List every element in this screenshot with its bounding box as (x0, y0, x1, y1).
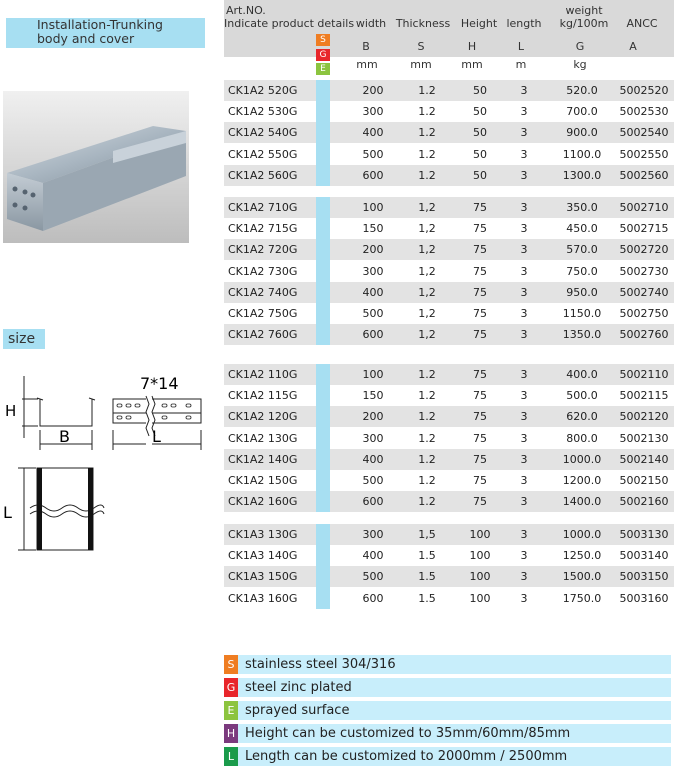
dim-l-label: L (152, 427, 161, 446)
product-photo (3, 91, 189, 243)
height-cell: 50 (473, 168, 487, 182)
header-width: width (355, 17, 387, 30)
thickness-cell: 1,2 (418, 307, 436, 320)
art-no-cell: CK1A2 540G (228, 126, 298, 140)
art-no-cell: CK1A2 520G (228, 84, 298, 97)
art-no-cell: CK1A3 150G (228, 570, 298, 584)
header-ancc: ANCC (626, 17, 658, 30)
header-sym-h: H (467, 40, 477, 53)
ancc-cell: 5002720 (619, 243, 669, 257)
title-line-1: Installation-Trunking (37, 17, 163, 32)
table-row (224, 545, 674, 566)
legend-text: Length can be customized to 2000mm / 2500mm (245, 749, 568, 764)
length-cell: 3 (520, 285, 528, 299)
art-no-cell: CK1A2 710G (228, 201, 298, 214)
width-cell: 200 (362, 84, 384, 97)
height-cell: 75 (473, 431, 487, 445)
dim-b-label: B (59, 427, 70, 446)
thickness-cell: 1.2 (418, 126, 436, 140)
height-cell: 50 (473, 147, 487, 161)
width-cell: 300 (362, 105, 384, 119)
width-cell: 500 (362, 474, 384, 487)
width-cell: 400 (362, 126, 384, 140)
table-row (224, 406, 674, 427)
art-no-cell: CK1A2 150G (228, 474, 298, 487)
size-label: size (3, 329, 45, 349)
art-no-cell: CK1A2 110G (228, 368, 298, 381)
length-cell: 3 (520, 474, 528, 487)
height-cell: 50 (473, 126, 487, 140)
height-cell: 75 (473, 201, 487, 214)
header-height: Height (460, 17, 498, 30)
ancc-cell: 5002750 (619, 307, 669, 320)
thickness-cell: 1.2 (418, 452, 436, 466)
ancc-cell: 5002150 (619, 474, 669, 487)
header-weight-1: weight (565, 4, 603, 17)
weight-cell: 1250.0 (562, 549, 602, 563)
ancc-cell: 5002160 (619, 495, 669, 509)
dim-l-plan-label: L (3, 503, 12, 522)
section-title (6, 18, 205, 48)
length-cell: 3 (520, 105, 528, 119)
table-row (224, 303, 674, 324)
weight-cell: 700.0 (566, 105, 598, 119)
length-cell: 3 (520, 84, 528, 97)
table-row (224, 218, 674, 239)
weight-cell: 1750.0 (562, 591, 602, 605)
length-cell: 3 (520, 147, 528, 161)
weight-cell: 1150.0 (562, 307, 602, 320)
table-row (224, 239, 674, 260)
table-row (224, 261, 674, 282)
ancc-cell: 5002740 (619, 285, 669, 299)
ancc-cell: 5002760 (619, 328, 669, 342)
unit-l: m (515, 58, 527, 71)
table-row (224, 165, 674, 186)
width-cell: 300 (362, 431, 384, 445)
thickness-cell: 1,5 (418, 528, 436, 541)
legend-item (224, 724, 671, 743)
thickness-cell: 1,2 (418, 264, 436, 278)
thickness-cell: 1,2 (418, 222, 436, 236)
width-cell: 400 (362, 285, 384, 299)
height-cell: 75 (473, 368, 487, 381)
legend-badge: S (224, 655, 238, 674)
table-row (224, 122, 674, 143)
length-cell: 3 (520, 222, 528, 236)
thickness-cell: 1.2 (418, 84, 436, 97)
length-cell: 3 (520, 528, 528, 541)
legend-item (224, 701, 671, 720)
weight-cell: 500.0 (566, 389, 598, 403)
width-cell: 600 (362, 168, 384, 182)
thickness-cell: 1.5 (418, 591, 436, 605)
header-sym-g: G (575, 40, 585, 53)
legend-item (224, 655, 671, 674)
length-cell: 3 (520, 389, 528, 403)
art-no-cell: CK1A3 160G (228, 591, 298, 605)
legend-badge: G (224, 678, 238, 697)
art-no-cell: CK1A2 730G (228, 264, 298, 278)
art-no-cell: CK1A2 750G (228, 307, 298, 320)
art-no-cell: CK1A3 130G (228, 528, 298, 541)
thickness-cell: 1,2 (418, 243, 436, 257)
length-cell: 3 (520, 328, 528, 342)
height-cell: 75 (473, 328, 487, 342)
art-no-cell: CK1A2 120G (228, 410, 298, 424)
thickness-cell: 1,2 (418, 328, 436, 342)
height-cell: 75 (473, 495, 487, 509)
art-no-cell: CK1A2 720G (228, 243, 298, 257)
header-thickness: Thickness (395, 17, 451, 30)
table-row (224, 197, 674, 218)
ancc-cell: 5002530 (619, 105, 669, 119)
weight-cell: 1100.0 (562, 147, 602, 161)
weight-cell: 570.0 (566, 243, 598, 257)
table-row (224, 364, 674, 385)
thickness-cell: 1.2 (418, 474, 436, 487)
legend-badge: L (224, 747, 238, 766)
legend-text: sprayed surface (245, 703, 350, 718)
length-cell: 3 (520, 495, 528, 509)
dim-holes-label: 7*14 (140, 374, 179, 393)
width-cell: 500 (362, 307, 384, 320)
table-row (224, 80, 674, 101)
ancc-cell: 5003160 (619, 591, 669, 605)
thickness-cell: 1.2 (418, 368, 436, 381)
width-cell: 300 (362, 264, 384, 278)
ancc-cell: 5002710 (619, 201, 669, 214)
thickness-cell: 1.5 (418, 570, 436, 584)
height-cell: 75 (473, 410, 487, 424)
length-cell: 3 (520, 570, 528, 584)
art-no-cell: CK1A2 760G (228, 328, 298, 342)
length-cell: 3 (520, 243, 528, 257)
height-cell: 75 (473, 264, 487, 278)
length-cell: 3 (520, 201, 528, 214)
art-no-cell: CK1A3 140G (228, 549, 298, 563)
width-cell: 200 (362, 410, 384, 424)
table-row (224, 566, 674, 587)
ancc-cell: 5002110 (619, 368, 669, 381)
width-cell: 400 (362, 452, 384, 466)
weight-cell: 950.0 (566, 285, 598, 299)
thickness-cell: 1.2 (418, 168, 436, 182)
header-sym-s: S (417, 40, 425, 53)
length-cell: 3 (520, 410, 528, 424)
art-no-cell: CK1A2 560G (228, 168, 298, 182)
height-cell: 75 (473, 222, 487, 236)
legend-item (224, 747, 671, 766)
art-no-cell: CK1A2 715G (228, 222, 298, 236)
width-cell: 300 (362, 528, 384, 541)
table-row (224, 491, 674, 512)
header-length: length (506, 17, 542, 30)
table-row (224, 588, 674, 609)
material-column-bar (316, 364, 330, 512)
thickness-cell: 1.2 (418, 495, 436, 509)
header-weight-2: kg/100m (559, 17, 609, 30)
table-row (224, 470, 674, 491)
material-column-bar (316, 197, 330, 345)
table-row (224, 449, 674, 470)
weight-cell: 400.0 (566, 368, 598, 381)
header-sym-a: A (629, 40, 637, 53)
height-cell: 100 (469, 528, 491, 541)
material-column-bar (316, 524, 330, 609)
weight-cell: 620.0 (566, 410, 598, 424)
ancc-cell: 5002540 (619, 126, 669, 140)
ancc-cell: 5003150 (619, 570, 669, 584)
height-cell: 75 (473, 285, 487, 299)
unit-s: mm (410, 58, 432, 71)
height-cell: 100 (469, 549, 491, 563)
legend-text: steel zinc plated (245, 680, 352, 695)
height-cell: 75 (473, 474, 487, 487)
width-cell: 400 (362, 549, 384, 563)
material-badge-e: E (316, 63, 330, 75)
weight-cell: 1300.0 (562, 168, 602, 182)
dim-h-label: H (5, 402, 17, 420)
length-cell: 3 (520, 591, 528, 605)
material-badge-g: G (316, 49, 330, 61)
dimension-drawings (0, 368, 215, 560)
weight-cell: 520.0 (566, 84, 598, 97)
unit-b: mm (356, 58, 378, 71)
thickness-cell: 1.2 (418, 431, 436, 445)
length-cell: 3 (520, 368, 528, 381)
legend-item (224, 678, 671, 697)
legend-badge: E (224, 701, 238, 720)
width-cell: 150 (362, 222, 384, 236)
ancc-cell: 5002730 (619, 264, 669, 278)
weight-cell: 800.0 (566, 431, 598, 445)
width-cell: 100 (362, 368, 384, 381)
table-row (224, 385, 674, 406)
unit-g: kg (573, 58, 587, 71)
height-cell: 75 (473, 389, 487, 403)
legend-badge: H (224, 724, 238, 743)
ancc-cell: 5003140 (619, 549, 669, 563)
thickness-cell: 1.2 (418, 389, 436, 403)
art-no-cell: CK1A2 550G (228, 147, 298, 161)
width-cell: 600 (362, 591, 384, 605)
length-cell: 3 (520, 168, 528, 182)
ancc-cell: 5002140 (619, 452, 669, 466)
ancc-cell: 5002715 (619, 222, 669, 236)
weight-cell: 350.0 (566, 201, 598, 214)
thickness-cell: 1.2 (418, 147, 436, 161)
ancc-cell: 5002520 (619, 84, 669, 97)
material-badge-s: S (316, 34, 330, 46)
width-cell: 200 (362, 243, 384, 257)
ancc-cell: 5003130 (619, 528, 669, 541)
thickness-cell: 1,2 (418, 285, 436, 299)
art-no-cell: CK1A2 130G (228, 431, 298, 445)
header-art-no: Art.NO. (226, 4, 266, 17)
header-sym-b: B (362, 40, 370, 53)
weight-cell: 1350.0 (562, 328, 602, 342)
header-sym-l: L (517, 40, 525, 53)
art-no-cell: CK1A2 740G (228, 285, 298, 299)
height-cell: 50 (473, 84, 487, 97)
table-row (224, 101, 674, 122)
table-row (224, 144, 674, 165)
height-cell: 75 (473, 452, 487, 466)
length-cell: 3 (520, 549, 528, 563)
title-line-2: body and cover (37, 31, 135, 46)
width-cell: 500 (362, 147, 384, 161)
height-cell: 75 (473, 307, 487, 320)
thickness-cell: 1.2 (418, 105, 436, 119)
weight-cell: 1400.0 (562, 495, 602, 509)
width-cell: 500 (362, 570, 384, 584)
thickness-cell: 1.2 (418, 410, 436, 424)
height-cell: 100 (469, 570, 491, 584)
width-cell: 600 (362, 328, 384, 342)
width-cell: 100 (362, 201, 384, 214)
ancc-cell: 5002560 (619, 168, 669, 182)
weight-cell: 1500.0 (562, 570, 602, 584)
height-cell: 100 (469, 591, 491, 605)
length-cell: 3 (520, 126, 528, 140)
art-no-cell: CK1A2 115G (228, 389, 298, 403)
table-row (224, 524, 674, 545)
thickness-cell: 1.5 (418, 549, 436, 563)
ancc-cell: 5002115 (619, 389, 669, 403)
height-cell: 75 (473, 243, 487, 257)
art-no-cell: CK1A2 160G (228, 495, 298, 509)
art-no-cell: CK1A2 140G (228, 452, 298, 466)
width-cell: 150 (362, 389, 384, 403)
ancc-cell: 5002120 (619, 410, 669, 424)
length-cell: 3 (520, 431, 528, 445)
header-indicate: Indicate product details (224, 17, 355, 30)
legend-text: stainless steel 304/316 (245, 657, 396, 672)
length-cell: 3 (520, 264, 528, 278)
length-cell: 3 (520, 307, 528, 320)
weight-cell: 1000.0 (562, 452, 602, 466)
weight-cell: 900.0 (566, 126, 598, 140)
legend-text: Height can be customized to 35mm/60mm/85mm (245, 726, 571, 741)
material-column-bar (316, 80, 330, 186)
weight-cell: 1200.0 (562, 474, 602, 487)
table-row (224, 282, 674, 303)
length-cell: 3 (520, 452, 528, 466)
weight-cell: 1000.0 (562, 528, 602, 541)
ancc-cell: 5002130 (619, 431, 669, 445)
width-cell: 600 (362, 495, 384, 509)
unit-h: mm (461, 58, 483, 71)
thickness-cell: 1,2 (418, 201, 436, 214)
height-cell: 50 (473, 105, 487, 119)
table-row (224, 428, 674, 449)
ancc-cell: 5002550 (619, 147, 669, 161)
weight-cell: 750.0 (566, 264, 598, 278)
art-no-cell: CK1A2 530G (228, 105, 298, 119)
table-row (224, 324, 674, 345)
weight-cell: 450.0 (566, 222, 598, 236)
